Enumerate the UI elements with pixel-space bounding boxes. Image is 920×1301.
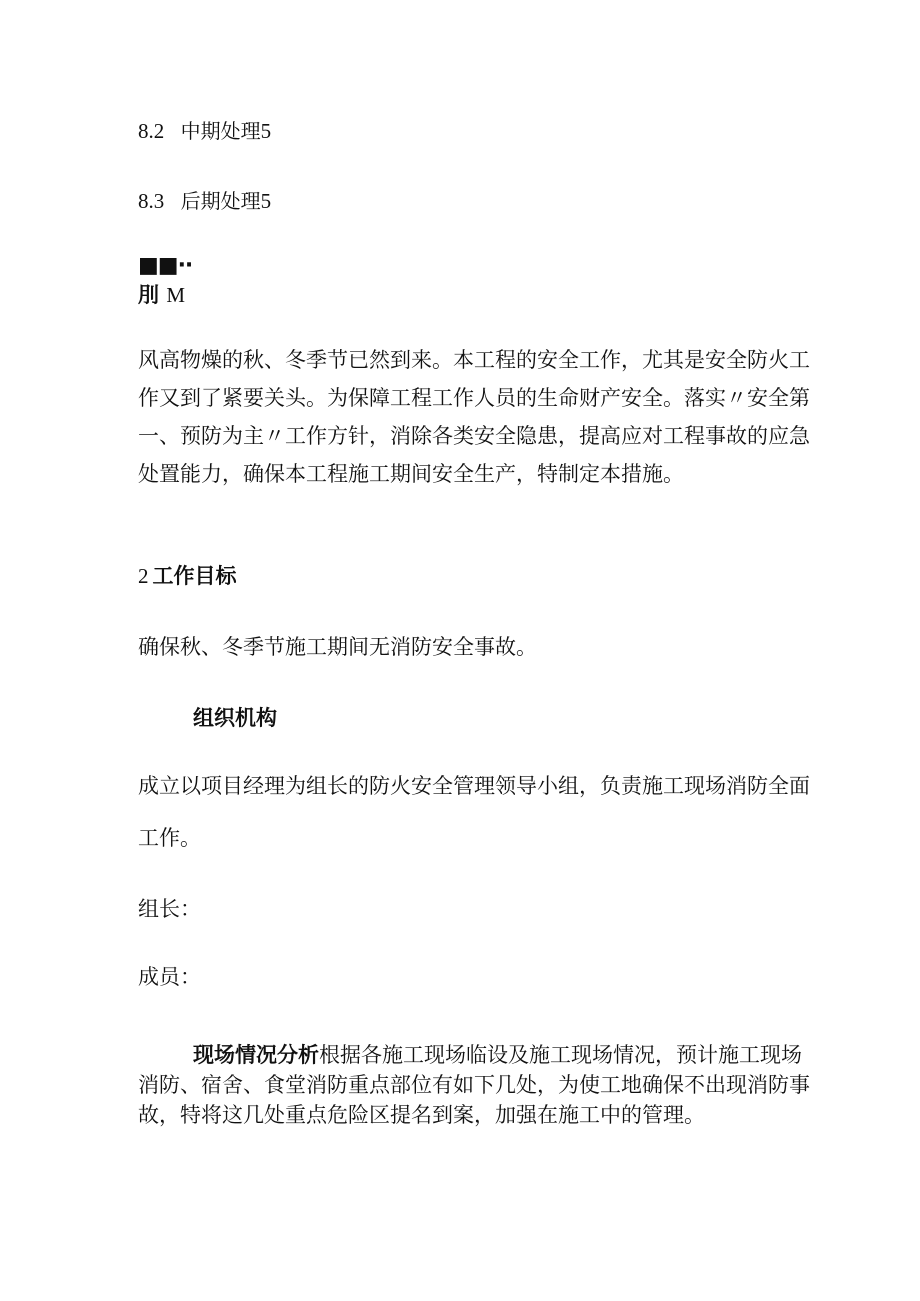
section-2-text: 确保秋、冬季节施工期间无消防安全事故。 <box>138 635 537 659</box>
toc-page: 5 <box>260 189 272 213</box>
member-label: 成员： <box>138 965 201 989</box>
paragraph-line: 一、预防为主〃工作方针，消除各类安全隐患，提高应对工程事故的应急 <box>138 424 810 448</box>
paragraph-line <box>138 1040 802 1070</box>
toc-title: 中期处理 <box>180 119 261 143</box>
section-4-paragraph <box>138 1040 810 1130</box>
toc-number: 8.3 <box>138 189 165 213</box>
foreword-heading <box>138 282 185 308</box>
section-3-line-1: 成立以项目经理为组长的防火安全管理领导小组，负责施工现场消防全面 <box>138 774 810 798</box>
paragraph-line: 作又到了紧要关头。为保障工程工作人员的生命财产安全。落实〃安全第 <box>138 386 810 410</box>
foreword-heading-char: 刖 <box>138 283 159 307</box>
leader-label: 组长： <box>138 897 201 921</box>
toc-entry-8-2[interactable] <box>138 118 271 144</box>
section-4-heading: 现场情况分析 <box>193 1043 319 1067</box>
toc-entry-8-3[interactable] <box>138 188 271 214</box>
paragraph-line: 风高物燥的秋、冬季节已然到来。本工程的安全工作，尤其是安全防火工 <box>138 348 810 372</box>
section-title: 工作目标 <box>152 564 237 588</box>
garbled-marks: ■■·· <box>138 253 193 278</box>
section-4-line-1: 根据各施工现场临设及施工现场情况，预计施工现场 <box>319 1043 802 1067</box>
foreword-heading-suffix: M <box>166 283 185 307</box>
toc-number: 8.2 <box>138 119 165 143</box>
section-3-heading: 组织机构 <box>193 706 277 730</box>
section-number: 2 <box>138 564 149 588</box>
toc-page: 5 <box>260 119 272 143</box>
paragraph-line: 处置能力，确保本工程施工期间安全生产，特制定本措施。 <box>138 462 684 486</box>
section-3-line-2: 工作。 <box>138 826 201 850</box>
foreword-paragraph <box>138 341 810 493</box>
toc-title: 后期处理 <box>180 189 261 213</box>
paragraph-line: 故，特将这几处重点危险区提名到案，加强在施工中的管理。 <box>138 1103 705 1127</box>
paragraph-line: 消防、宿舍、食堂消防重点部位有如下几处，为使工地确保不出现消防事 <box>138 1073 810 1097</box>
section-2-heading <box>138 563 237 589</box>
